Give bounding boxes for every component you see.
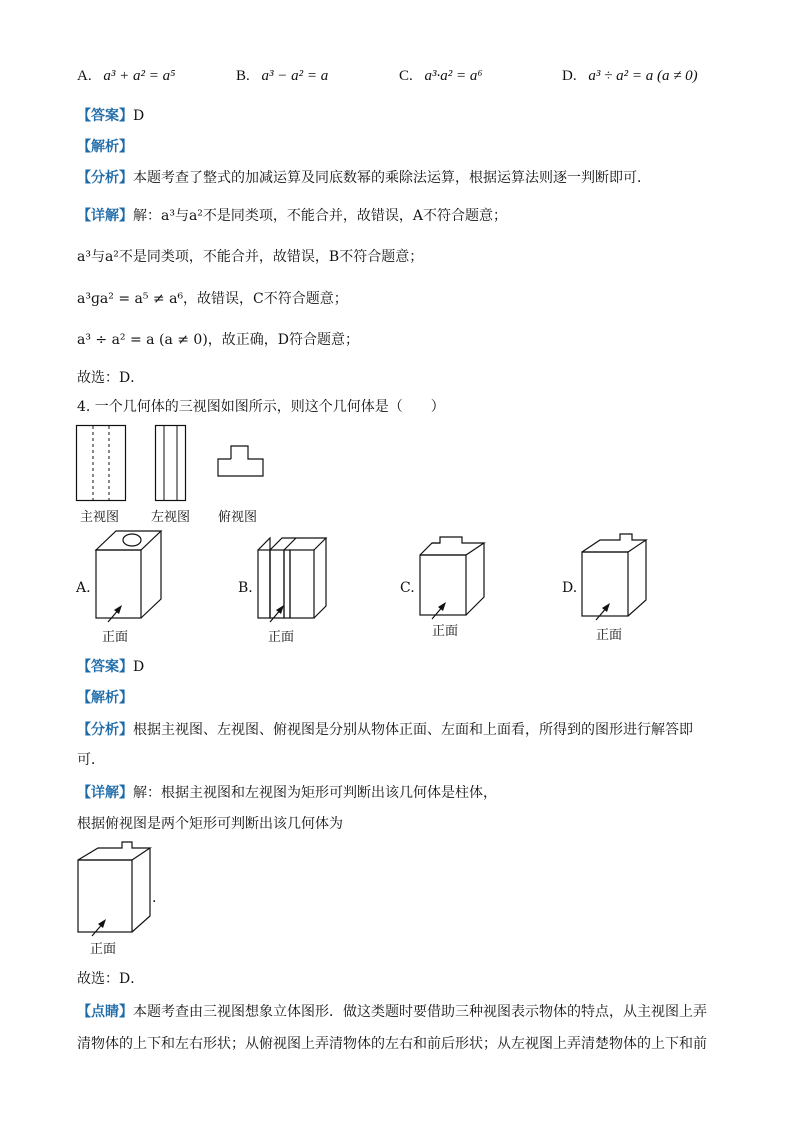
analysis-tag: 【解析】 [77,139,133,155]
detail-tag: 【详解】 [77,208,133,224]
option-expr: a³·a² = a⁶ [424,68,483,84]
answer-value: D [133,108,145,124]
q4-fenxi-1 [77,719,693,739]
q4-answer [77,656,144,676]
q4-fenxi-2: 可． [77,752,105,768]
option-a-front-label: 正面 [102,630,129,645]
option-b-front-label: 正面 [268,630,295,645]
option-c-letter: C. [400,580,415,596]
q4-detail-1 [77,782,497,802]
option-b-letter: B. [238,580,253,596]
option-a [77,68,175,85]
q3-answer [77,105,144,125]
q3-fenxi [77,167,651,187]
q3-detail-3: a³ɡa² = a⁵ ≠ a⁶，故错误，C不符合题意； [77,291,348,307]
front-view-label: 主视图 [80,510,120,525]
analysis-tag: 【解析】 [77,690,133,706]
q3-detail-4: a³ ÷ a² = a (a ≠ 0)，故正确，D符合题意； [77,332,360,348]
q4-dianjing-1 [77,1001,707,1021]
answer-tag: 【答案】 [77,108,133,124]
q3-detail-2: a³与a²不是同类项，不能合并，故错误，B不符合题意； [77,249,424,265]
detail-text: 解：根据主视图和左视图为矩形可判断出该几何体是柱体， [133,785,497,801]
option-a-letter: A. [76,580,91,596]
option-b [236,68,328,85]
q4-dianjing-2: 清物体的上下和左右形状；从俯视图上弄清物体的左右和前后形状；从左视图上弄清楚物体的上下和前 [77,1036,707,1052]
q4-analysis-heading [77,687,133,707]
option-expr: a³ ÷ a² = a (a ≠ 0) [588,68,698,84]
option-expr: a³ + a² = a⁵ [103,68,176,84]
dianjing-tag: 【点睛】 [77,1004,133,1020]
solution-front-label: 正面 [90,942,117,957]
front-view-figure [76,425,128,503]
option-d [562,68,698,85]
fenxi-tag: 【分析】 [77,722,133,738]
q4-detail-2: 根据俯视图是两个矩形可判断出该几何体为 [77,816,343,832]
option-letter: A. [77,68,92,84]
option-expr: a³ − a² = a [261,68,329,84]
option-letter: C. [399,68,413,84]
fenxi-text: 本题考查了整式的加减运算及同底数幂的乘除法运算，根据运算法则逐一判断即可． [133,170,651,186]
option-c [399,68,483,85]
answer-value: D [133,659,145,675]
top-view-label: 俯视图 [218,510,258,525]
fenxi-tag: 【分析】 [77,170,133,186]
detail-text: 解：a³与a²不是同类项，不能合并，故错误，A不符合题意； [133,208,508,224]
left-view-label: 左视图 [151,510,191,525]
option-letter: D. [562,68,577,84]
detail-tag: 【详解】 [77,785,133,801]
q3-choice: 故选：D． [77,370,145,386]
q3-analysis-heading [77,136,133,156]
q4-stem: 4. 一个几何体的三视图如图所示，则这个几何体是（ ） [77,399,445,415]
option-d-letter: D. [562,580,578,596]
q3-detail-1 [77,205,507,225]
q4-choice: 故选：D． [77,971,145,987]
dianjing-text: 本题考查由三视图想象立体图形．做这类题时要借助三种视图表示物体的特点，从主视图上弄 [133,1004,707,1020]
top-view-figure [217,445,265,479]
fenxi-text: 根据主视图、左视图、俯视图是分别从物体正面、左面和上面看，所得到的图形进行解答即 [133,722,693,738]
answer-tag: 【答案】 [77,659,133,675]
solution-figure-period: . [152,890,157,906]
option-c-front-label: 正面 [432,624,459,639]
option-letter: B. [236,68,250,84]
left-view-figure [155,425,187,503]
option-d-front-label: 正面 [596,628,623,643]
